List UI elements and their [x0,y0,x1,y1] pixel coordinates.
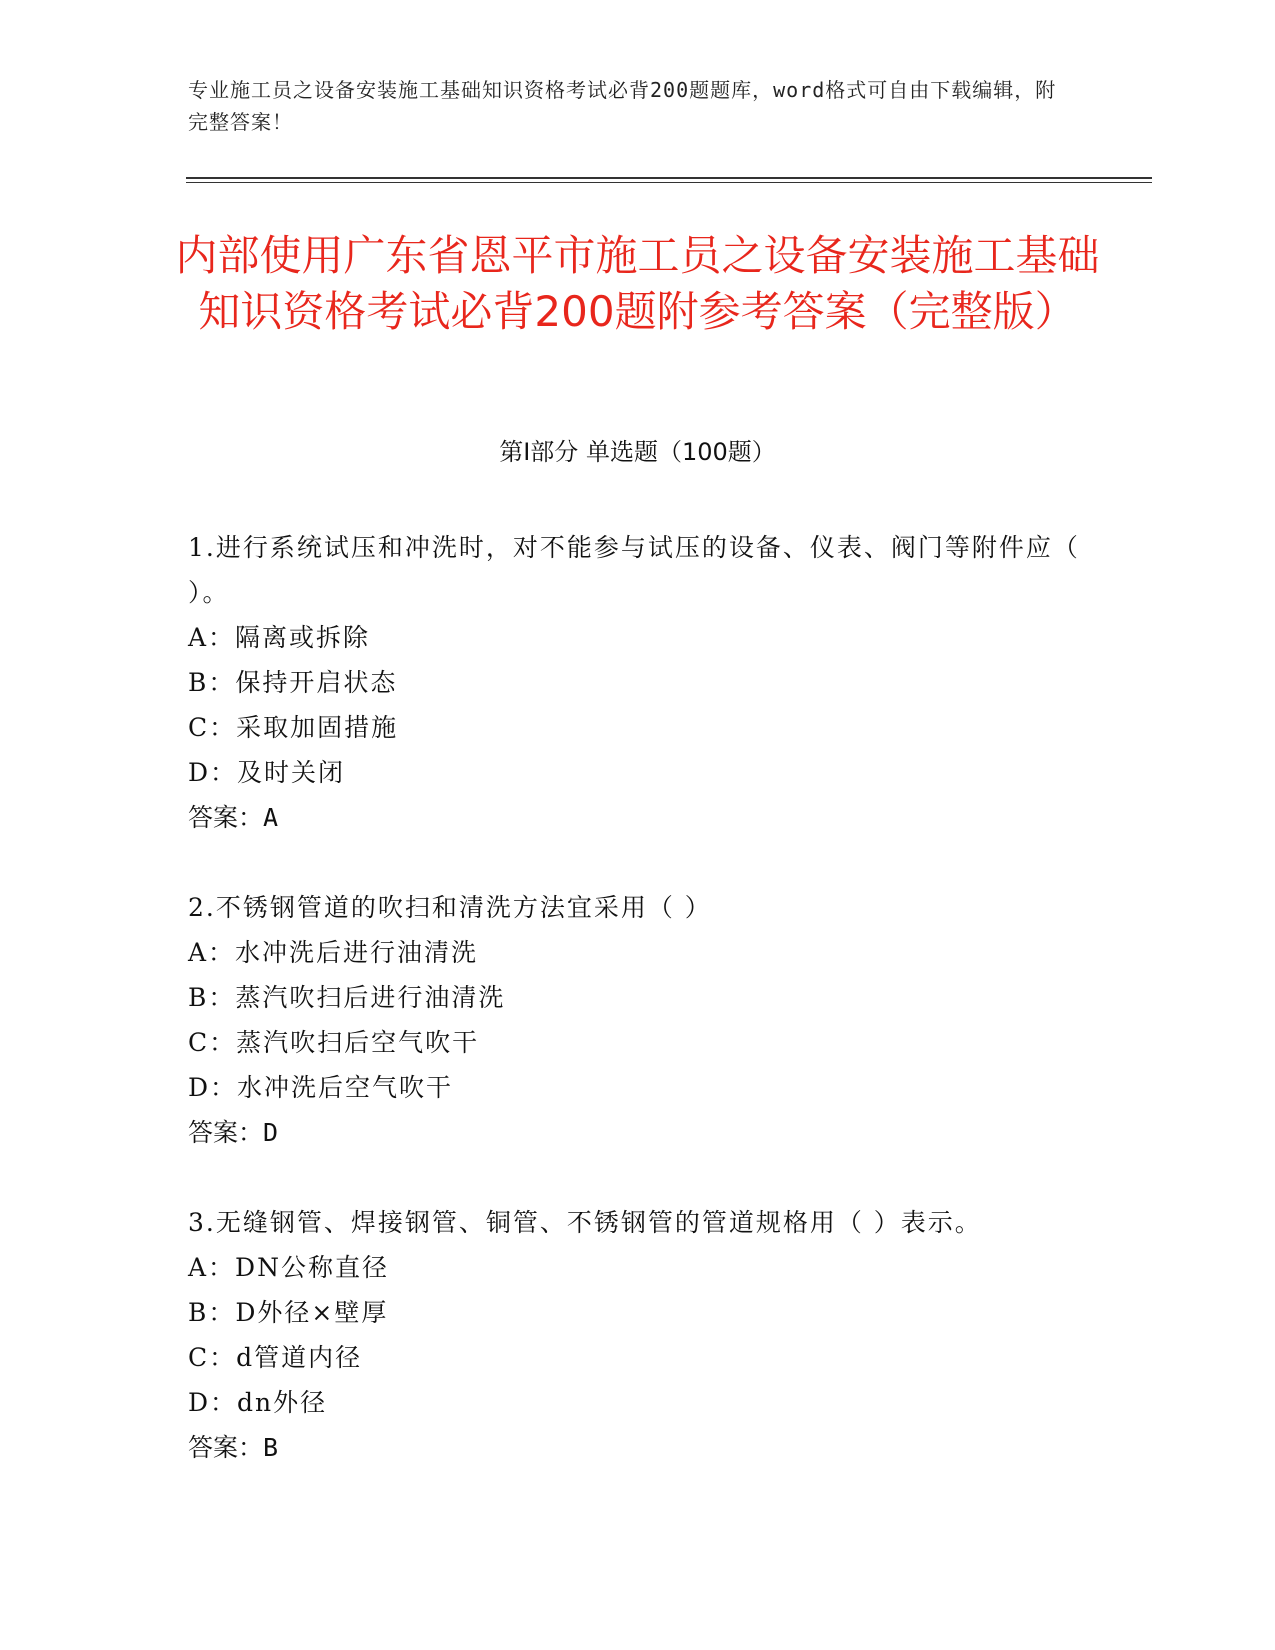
answer-label: 答案： [188,1433,264,1462]
section-title: 第Ⅰ部分 单选题（100题） [499,438,776,466]
answer-line [188,1110,1088,1155]
header-divider [186,177,1152,179]
option-c: C：d管道内径 [188,1343,363,1372]
option-d: D：水冲洗后空气吹干 [188,1073,454,1102]
question-stem: 3.无缝钢管、焊接钢管、铜管、不锈钢管的管道规格用（ ）表示。 [188,1208,982,1237]
option-a: A：水冲洗后进行油清洗 [188,938,479,967]
document-title: 内部使用广东省恩平市施工员之设备安装施工基础知识资格考试必背200题附参考答案（完整版） [175,231,1100,336]
header-divider-thin [186,182,1152,183]
question-2 [188,885,1088,1155]
question-3 [188,1200,1088,1470]
answer-value: B [263,1433,279,1462]
header-note: 专业施工员之设备安装施工基础知识资格考试必背200题题库，word格式可自由下载编辑，附完整答案！ [188,78,1057,134]
option-a: A：隔离或拆除 [188,623,371,652]
option-d: D：及时关闭 [188,758,346,787]
option-a: A：DN公称直径 [188,1253,389,1282]
question-stem: 1.进行系统试压和冲洗时，对不能参与试压的设备、仪表、阀门等附件应（ ）。 [188,533,1080,607]
answer-line [188,1425,1088,1470]
answer-label: 答案： [188,1118,264,1147]
option-d: D：dn外径 [188,1388,328,1417]
question-1 [188,525,1088,840]
answer-value: D [263,1118,279,1147]
answer-value: A [263,803,279,832]
answer-label: 答案： [188,803,264,832]
option-c: C：蒸汽吹扫后空气吹干 [188,1028,480,1057]
answer-line [188,795,1088,840]
question-stem: 2.不锈钢管道的吹扫和清洗方法宜采用（ ） [188,893,712,922]
option-c: C：采取加固措施 [188,713,399,742]
option-b: B：保持开启状态 [188,668,398,697]
question-list [188,525,1088,1515]
option-b: B：D外径×壁厚 [188,1298,389,1327]
option-b: B：蒸汽吹扫后进行油清洗 [188,983,506,1012]
